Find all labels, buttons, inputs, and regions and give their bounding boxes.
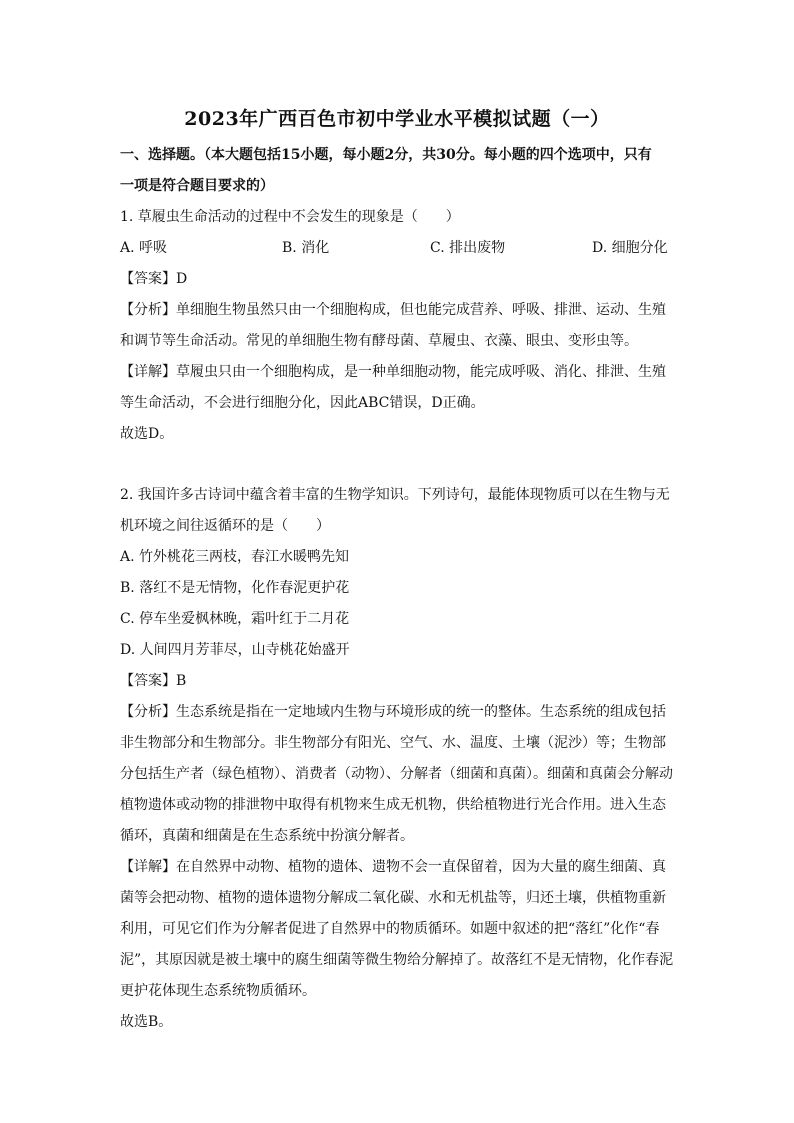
- conclusion: 故选D。: [120, 426, 174, 442]
- detail-line: 泥”，其原因就是被土壤中的腐生细菌等微生物给分解掉了。故落红不是无情物，化作春泥: [120, 952, 674, 968]
- section-header-line: 一项是符合题目要求的）: [120, 178, 274, 194]
- option-b: B. 落红不是无情物，化作春泥更护花: [120, 580, 350, 596]
- detail-line: 【详解】在自然界中动物、植物的遗体、遗物不会一直保留着，因为大量的腐生细菌、真: [120, 859, 666, 875]
- section-header: [120, 140, 680, 202]
- option-b: B. 消化: [282, 240, 330, 256]
- section-header-line: 一、选择题。（本大题包括15小题，每小题2分，共30分。每小题的四个选项中，只有: [120, 147, 652, 163]
- question-2: [120, 480, 680, 1038]
- conclusion: 故选B。: [120, 1014, 173, 1030]
- question-stem: 1. 草履虫生命活动的过程中不会发生的现象是（ ）: [120, 209, 460, 225]
- option-list: [120, 233, 680, 264]
- question-stem: 2. 我国许多古诗词中蕴含着丰富的生物学知识。下列诗句，最能体现物质可以在生物与无: [120, 487, 670, 503]
- question-stem: 机环境之间往返循环的是（ ）: [120, 518, 330, 534]
- answer: 【答案】B: [120, 673, 187, 689]
- detail-line: 菌等会把动物、植物的遗体遗物分解成二氧化碳、水和无机盐等，归还土壤，供植物重新: [120, 890, 666, 906]
- analysis-line: 植物遗体或动物的排泄物中取得有机物来生成无机物，供给植物进行光合作用。进入生态: [120, 797, 666, 813]
- detail-line: 【详解】草履虫只由一个细胞构成，是一种单细胞动物，能完成呼吸、消化、排泄、生殖: [120, 364, 666, 380]
- option-c: C. 排出废物: [430, 240, 506, 256]
- detail-line: 等生命活动，不会进行细胞分化，因此ABC错误，D正确。: [120, 395, 485, 411]
- analysis-line: 非生物部分和生物部分。非生物部分有阳光、空气、水、温度、土壤（泥沙）等；生物部: [120, 735, 666, 751]
- answer: 【答案】D: [120, 271, 188, 287]
- analysis-line: 和调节等生命活动。常见的单细胞生物有酵母菌、草履虫、衣藻、眼虫、变形虫等。: [120, 333, 638, 349]
- option-d: D. 人间四月芳菲尽，山寺桃花始盛开: [120, 642, 350, 658]
- analysis-line: 循环，真菌和细菌是在生态系统中扮演分解者。: [120, 828, 414, 844]
- option-d: D. 细胞分化: [592, 240, 668, 256]
- option-a: A. 竹外桃花三两枝，春江水暖鸭先知: [120, 549, 350, 565]
- detail-line: 利用，可见它们作为分解者促进了自然界中的物质循环。如题中叙述的把“落红”化作“春: [120, 921, 660, 937]
- analysis-line: 【分析】单细胞生物虽然只由一个细胞构成，但也能完成营养、呼吸、排泄、运动、生殖: [120, 302, 666, 318]
- option-c: C. 停车坐爱枫林晚，霜叶红于二月花: [120, 611, 350, 627]
- question-1: [120, 202, 680, 450]
- analysis-line: 【分析】生态系统是指在一定地域内生物与环境形成的统一的整体。生态系统的组成包括: [120, 704, 666, 720]
- option-a: A. 呼吸: [120, 240, 168, 256]
- analysis-line: 分包括生产者（绿色植物）、消费者（动物）、分解者（细菌和真菌）。细菌和真菌会分解动: [120, 766, 673, 782]
- page-title: 2023年广西百色市初中学业水平模拟试题（一）: [184, 108, 610, 130]
- detail-line: 更护花体现生态系统物质循环。: [120, 983, 316, 999]
